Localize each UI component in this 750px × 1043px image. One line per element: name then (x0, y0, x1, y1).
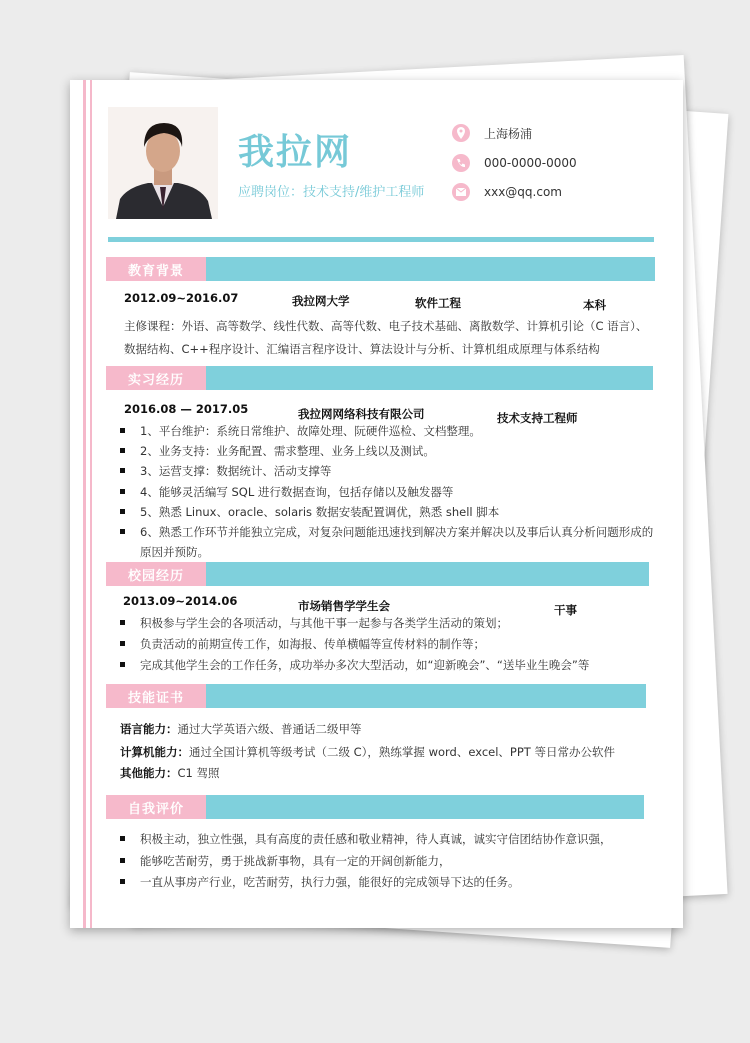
internship-item: 3、运营支撑：数据统计、活动支撑等 (140, 464, 332, 478)
contact-location (452, 124, 532, 142)
education-courses: 数据结构、C++程序设计、汇编语言程序设计、算法设计与分析、计算机组成原理与体系结构 (124, 342, 600, 356)
resume-page (70, 80, 683, 928)
header-divider (108, 237, 654, 242)
bullet (120, 468, 125, 473)
section-self-header (106, 795, 644, 819)
education-major: 软件工程 (415, 296, 461, 310)
candidate-name: 我拉网 (238, 132, 353, 173)
bullet (120, 662, 125, 667)
campus-role: 干事 (554, 603, 577, 617)
internship-item-continued: 原因并预防。 (140, 545, 209, 559)
internship-item: 6、熟悉工作环节并能独立完成，对复杂问题能迅速找到解决方案并解决以及事后认真分析问题形成的 (140, 525, 654, 539)
campus-org: 市场销售学学生会 (298, 599, 390, 613)
bullet (120, 620, 125, 625)
mail-icon (452, 183, 470, 201)
bullet (120, 448, 125, 453)
phone-icon (452, 154, 470, 172)
location-text: 上海杨浦 (484, 126, 533, 141)
internship-item: 4、能够灵活编写 SQL 进行数据查询，包括存储以及触发器等 (140, 485, 454, 499)
section-bar (206, 795, 644, 819)
skill-value: C1 驾照 (177, 766, 220, 780)
skill-label: 其他能力： (120, 766, 178, 780)
self-item: 积极主动，独立性强，具有高度的责任感和敬业精神，待人真诚，诚实守信团结协作意识强， (140, 832, 612, 846)
section-bar (206, 684, 646, 708)
page-edge-stripe (90, 80, 92, 928)
skill-computer (120, 744, 615, 760)
bullet (120, 879, 125, 884)
self-item: 能够吃苦耐劳，勇于挑战新事物，具有一定的开阔创新能力， (140, 854, 451, 868)
email-text: xxx@qq.com (484, 185, 562, 199)
bullet (120, 858, 125, 863)
job-position: 应聘岗位：技术支持/维护工程师 (238, 185, 425, 200)
education-degree: 本科 (583, 298, 606, 312)
profile-photo (108, 107, 218, 219)
education-school: 我拉网大学 (292, 294, 350, 308)
bullet (120, 641, 125, 646)
bullet (120, 836, 125, 841)
skill-language (120, 721, 362, 737)
internship-item: 2、业务支持：业务配置、需求整理、业务上线以及测试。 (140, 444, 435, 458)
bullet (120, 509, 125, 514)
section-internship-header (106, 366, 653, 390)
section-title: 实习经历 (106, 366, 206, 390)
campus-item: 积极参与学生会的各项活动，与其他干事一起参与各类学生活动的策划； (140, 616, 508, 630)
section-bar (206, 562, 649, 586)
section-title: 自我评价 (106, 795, 206, 819)
section-title: 教育背景 (106, 257, 206, 281)
bullet (120, 529, 125, 534)
campus-item: 负责活动的前期宣传工作，如海报、传单横幅等宣传材料的制作等； (140, 637, 485, 651)
section-bar (206, 366, 653, 390)
section-skills-header (106, 684, 646, 708)
skill-value: 通过全国计算机等级考试（二级 C），熟练掌握 word、excel、PPT 等日常办公软件 (189, 745, 615, 759)
section-title: 校园经历 (106, 562, 206, 586)
contact-phone (452, 154, 577, 172)
phone-text: 000-0000-0000 (484, 156, 577, 170)
internship-item: 5、熟悉 Linux、oracle、solaris 数据安装配置调优，熟悉 shell 脚本 (140, 505, 500, 519)
section-campus-header (106, 562, 649, 586)
internship-period: 2016.08 — 2017.05 (124, 402, 249, 416)
skill-other (120, 765, 220, 781)
campus-period: 2013.09~2014.06 (123, 594, 238, 608)
skill-value: 通过大学英语六级、普通话二级甲等 (177, 722, 362, 736)
section-bar (206, 257, 655, 281)
skill-label: 计算机能力： (120, 745, 189, 759)
internship-role: 技术支持工程师 (497, 411, 578, 425)
section-title: 技能证书 (106, 684, 206, 708)
contact-email (452, 183, 562, 201)
internship-company: 我拉网网络科技有限公司 (298, 407, 425, 421)
self-item: 一直从事房产行业，吃苦耐劳，执行力强，能很好的完成领导下达的任务。 (140, 875, 520, 889)
bullet (120, 489, 125, 494)
campus-item: 完成其他学生会的工作任务，成功举办多次大型活动，如“迎新晚会”、“送毕业生晚会”等 (140, 658, 590, 672)
education-period: 2012.09~2016.07 (124, 291, 239, 305)
education-courses: 主修课程：外语、高等数学、线性代数、高等代数、电子技术基础、离散数学、计算机引论（C 语言）、 (124, 319, 648, 333)
internship-item: 1、平台维护：系统日常维护、故障处理、阮硬件巡检、文档整理。 (140, 424, 481, 438)
page-edge-stripe (83, 80, 86, 928)
location-pin-icon (452, 124, 470, 142)
skill-label: 语言能力： (120, 722, 178, 736)
section-education-header (106, 257, 655, 281)
bullet (120, 428, 125, 433)
